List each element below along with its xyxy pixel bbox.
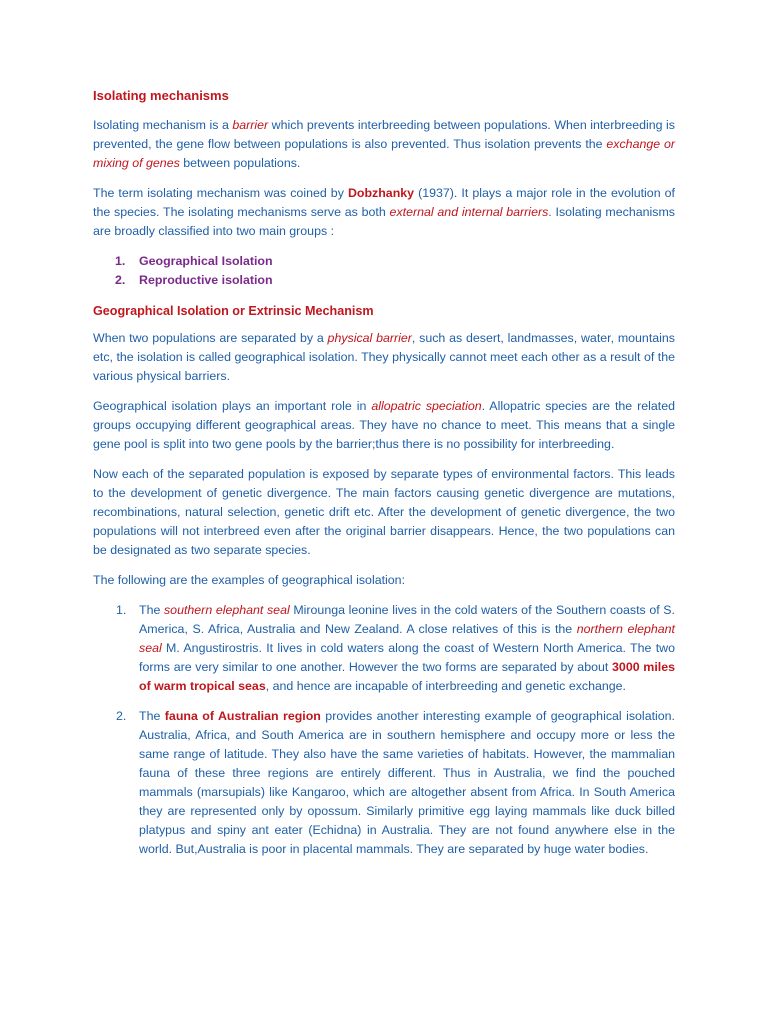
- emphasis-dobzhanky: Dobzhanky: [347, 186, 415, 200]
- text-run: , such as desert, landmasses, water, mountains etc, the isolation is called geographical isolation. They physically cannot meet each other as a result of the various physical barriers.: [93, 331, 675, 383]
- list-item: [93, 707, 675, 859]
- emphasis-gene-exchange: exchange or mixing of genes: [93, 137, 675, 170]
- section-heading: Geographical Isolation or Extrinsic Mechanism: [93, 304, 374, 318]
- list-item: [93, 601, 675, 696]
- text-run: . Isolating mechanisms are broadly classified into two main groups :: [93, 205, 675, 238]
- text-run: which prevents interbreeding between populations. When interbreeding is prevented, the gene flow between populations is also prevented. Thus isolation prevents the: [93, 118, 675, 151]
- list-number: 2.: [115, 273, 126, 287]
- list-item: [93, 252, 675, 271]
- allopatric-paragraph: [93, 397, 675, 454]
- text-run: The: [139, 603, 164, 617]
- emphasis-barrier: barrier: [232, 118, 269, 132]
- emphasis-barriers: external and internal barriers: [389, 205, 549, 219]
- list-number: 1.: [115, 254, 126, 268]
- list-number: 1.: [116, 603, 127, 617]
- list-item-label: Geographical Isolation: [139, 254, 273, 268]
- text-run: When two populations are separated by a: [93, 331, 328, 345]
- examples-intro: The following are the examples of geographical isolation:: [93, 573, 406, 587]
- physical-barrier-paragraph: [93, 329, 675, 386]
- text-run: between populations.: [179, 156, 301, 170]
- divergence-paragraph: Now each of the separated population is exposed by separate types of environmental factors. This leads to the development of genetic divergence. The main factors causing genetic divergence are mutations, recombinations, natural selection, genetic drift etc. After the development of genetic divergence, the two populations will not interbreed even after the original barrier disappears. Hence, the two populations can be designated as two separate species.: [93, 467, 675, 557]
- emphasis-tropical-seas: 3000 miles of warm tropical seas: [139, 660, 675, 693]
- emphasis-allopatric: allopatric speciation: [371, 399, 482, 413]
- emphasis-southern-seal: southern elephant seal: [163, 603, 290, 617]
- text-run: The term isolating mechanism was coined by: [93, 186, 348, 200]
- emphasis-australian-fauna: fauna of Australian region: [164, 709, 321, 723]
- text-run: , and hence are incapable of interbreeding and genetic exchange.: [265, 679, 627, 693]
- emphasis-northern-seal: northern elephant seal: [139, 622, 675, 655]
- text-run: . Allopatric species are the related groups occupying different geographical areas. They have no chance to meet. This means that a single gene pool is split into two gene pools by the barrier;thus there is no possibility for interbreeding.: [93, 399, 675, 451]
- text-run: Isolating mechanism is a: [93, 118, 233, 132]
- text-run: Mirounga leonine lives in the cold waters of the Southern coasts of S. America, S. Africa, Australia and New Zealand. A close relatives of this is the: [139, 603, 675, 636]
- page-title: Isolating mechanisms: [93, 88, 229, 103]
- text-run: (1937). It plays a major role in the evolution of the species. The isolating mechanisms serve as both: [93, 186, 675, 219]
- text-run: M. Angustirostris. It lives in cold waters along the coast of Western North America. The two forms are very similar to one another. However the two forms are separated by about: [139, 641, 675, 674]
- emphasis-physical-barrier: physical barrier: [327, 331, 412, 345]
- examples-list: [93, 601, 675, 859]
- list-number: 2.: [116, 709, 127, 723]
- list-item-label: Reproductive isolation: [139, 273, 273, 287]
- list-item: [93, 271, 675, 290]
- text-run: provides another interesting example of geographical isolation. Australia, Africa, and South America are in southern hemisphere and occupy more or less the same range of latitude. They also have the same varieties of habitats. However, the mammalian fauna of these three regions are entirely different. Thus in Australia, we find the pouched mammals (marsupials) like Kangaroo, which are altogether absent from Africa. In South America they are represented only by opossum. Similarly primitive egg laying mammals like duck billed platypus and spiny ant eater (Echidna) in Australia. They are not found anywhere else in the world. But,Australia is poor in placental mammals. They are separated by huge water bodies.: [139, 709, 675, 856]
- text-run: The: [139, 709, 165, 723]
- term-paragraph: [93, 184, 675, 241]
- groups-list: [93, 252, 675, 290]
- text-run: Geographical isolation plays an important role in: [93, 399, 372, 413]
- intro-paragraph: [93, 116, 675, 173]
